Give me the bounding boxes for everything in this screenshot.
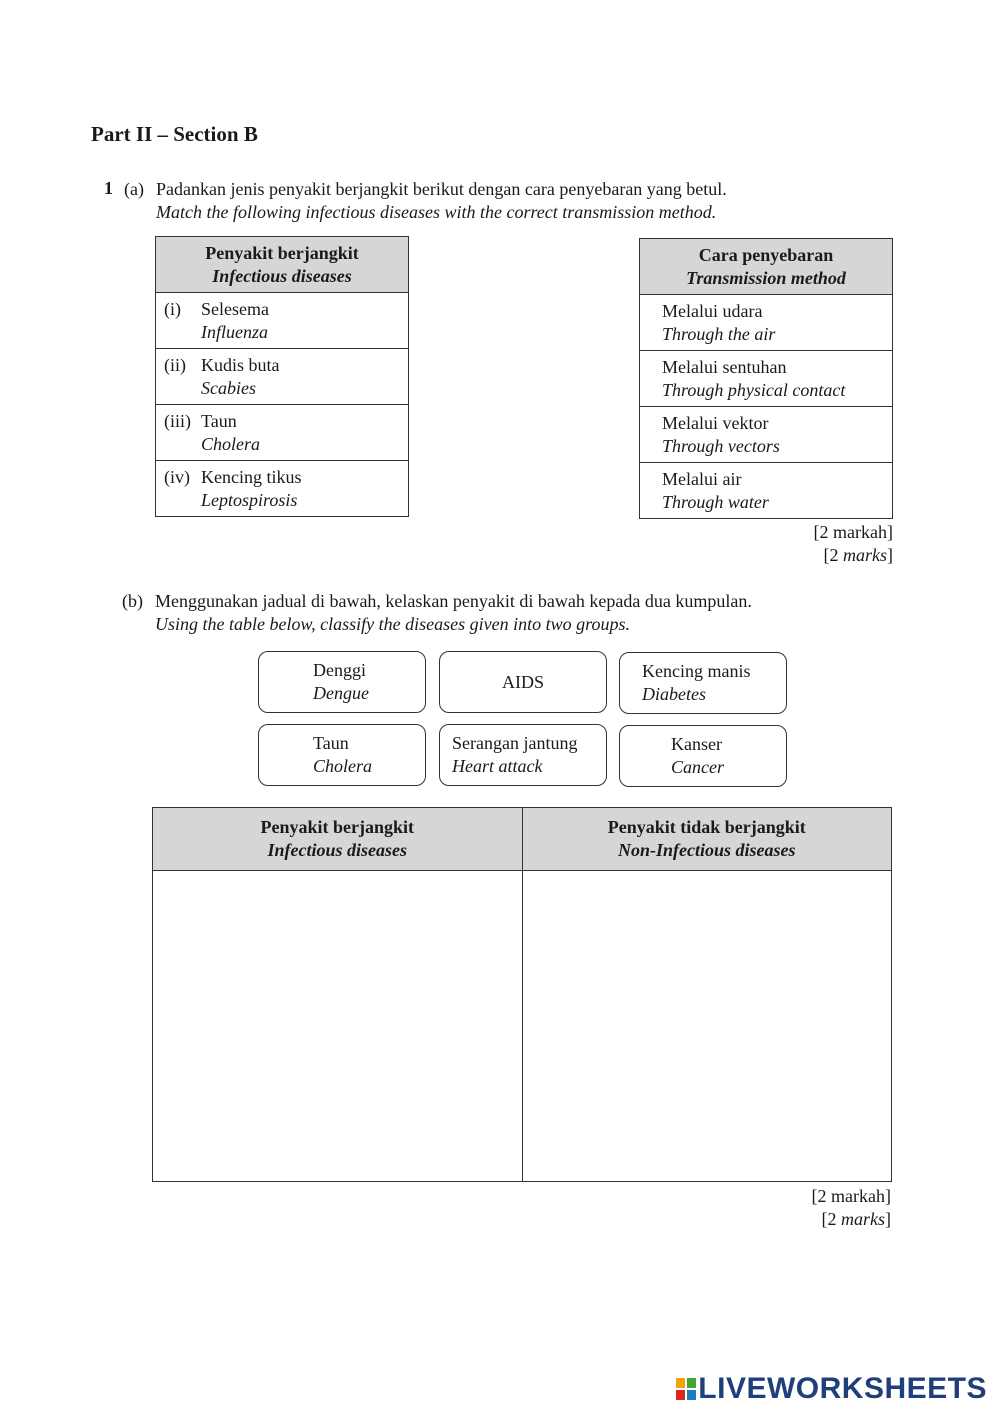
disease-table (155, 236, 409, 517)
disease-row[interactable] (156, 405, 409, 461)
marks-a (814, 521, 893, 567)
part-b-instructions (155, 590, 752, 636)
disease-row[interactable] (156, 349, 409, 405)
brand-text: LIVEWORKSHEETS (698, 1372, 987, 1405)
transmission-table-header (640, 239, 893, 295)
disease-row-number: (iv) (164, 466, 190, 487)
transmission-header-ms: Cara penyebaran (698, 244, 834, 265)
part-b-text-ms: Menggunakan jadual di bawah, kelaskan penyakit di bawah kepada dua kumpulan. (155, 591, 752, 611)
disease-card-heart-attack[interactable]: Serangan jantung Heart attack (439, 724, 607, 786)
part-a-text-en: Match the following infectious diseases with the correct transmission method. (156, 202, 717, 222)
marks-a-ms: [2 markah] (813, 522, 893, 542)
part-a-text-ms: Padankan jenis penyakit berjangkit berikut dengan cara penyebaran yang betul. (156, 179, 727, 199)
question-number: 1 (104, 178, 113, 198)
part-b-label: (b) (122, 591, 143, 611)
transmission-row[interactable] (640, 351, 893, 407)
transmission-ms: Melalui sentuhan (662, 356, 787, 377)
section-title: Part II – Section B (91, 122, 258, 146)
disease-header-ms: Penyakit berjangkit (205, 242, 359, 263)
liveworksheets-icon (676, 1378, 696, 1400)
disease-header-en: Infectious diseases (212, 265, 352, 286)
disease-card-cancer[interactable]: Kanser Cancer (619, 725, 787, 787)
transmission-en: Through the air (662, 323, 776, 344)
infectious-drop-zone[interactable] (153, 871, 523, 1182)
disease-row[interactable] (156, 461, 409, 517)
transmission-ms: Melalui air (662, 468, 742, 489)
disease-name-ms: Kencing tikus (201, 466, 302, 487)
disease-name-en: Influenza (201, 321, 268, 342)
liveworksheets-logo (676, 1372, 987, 1406)
disease-row[interactable] (156, 293, 409, 349)
disease-name-en: Scabies (201, 377, 256, 398)
transmission-row[interactable] (640, 463, 893, 519)
marks-b-ms: [2 markah] (811, 1186, 891, 1206)
part-b-text-en: Using the table below, classify the diseases given into two groups. (155, 614, 630, 634)
marks-b-en: [2 marks] (821, 1209, 891, 1229)
classification-table (152, 807, 892, 1182)
disease-row-number: (ii) (164, 354, 186, 375)
infectious-column-header: Penyakit berjangkit Infectious diseases (153, 808, 523, 871)
disease-card-dengue[interactable]: Denggi Dengue (258, 651, 426, 713)
marks-b (812, 1185, 891, 1231)
disease-row-number: (i) (164, 298, 181, 319)
marks-a-en: [2 marks] (823, 545, 893, 565)
transmission-en: Through physical contact (662, 379, 846, 400)
non-infectious-drop-zone[interactable] (522, 871, 892, 1182)
disease-table-header (156, 237, 409, 293)
disease-name-ms: Taun (201, 410, 237, 431)
transmission-table (639, 238, 893, 519)
disease-row-number: (iii) (164, 410, 191, 431)
disease-card-cholera[interactable]: Taun Cholera (258, 724, 426, 786)
part-a-instructions (156, 178, 727, 224)
part-a-label: (a) (124, 179, 144, 199)
disease-name-en: Leptospirosis (201, 489, 298, 510)
transmission-row[interactable] (640, 295, 893, 351)
transmission-en: Through water (662, 491, 769, 512)
disease-card-aids[interactable]: AIDS (439, 651, 607, 713)
disease-name-ms: Kudis buta (201, 354, 280, 375)
transmission-row[interactable] (640, 407, 893, 463)
transmission-header-en: Transmission method (686, 267, 846, 288)
transmission-ms: Melalui vektor (662, 412, 769, 433)
disease-name-ms: Selesema (201, 298, 269, 319)
disease-card-diabetes[interactable]: Kencing manis Diabetes (619, 652, 787, 714)
transmission-en: Through vectors (662, 435, 780, 456)
non-infectious-column-header: Penyakit tidak berjangkit Non-Infectious diseases (522, 808, 892, 871)
transmission-ms: Melalui udara (662, 300, 763, 321)
disease-name-en: Cholera (201, 433, 261, 454)
